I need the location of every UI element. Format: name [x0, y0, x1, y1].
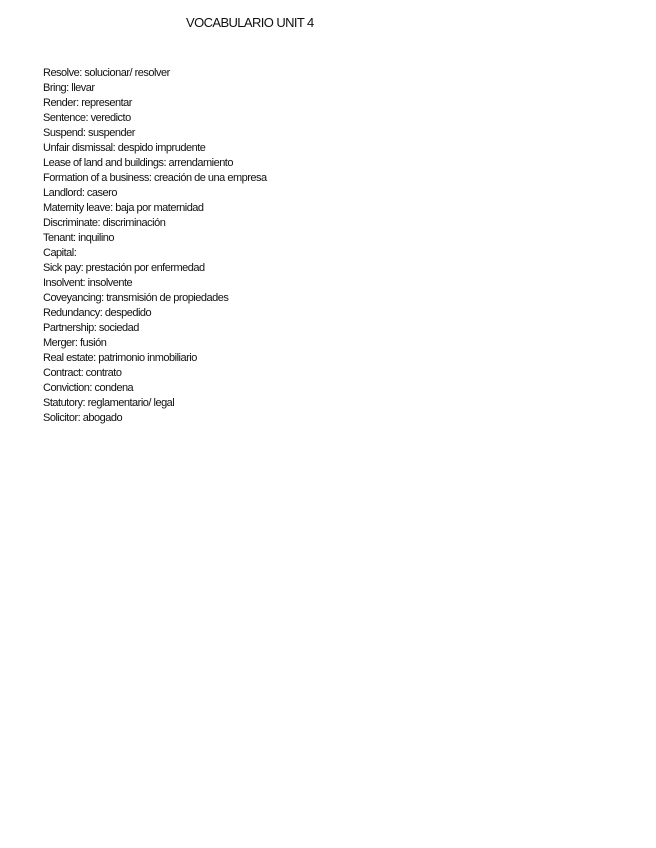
vocabulary-entry: Render: representar [43, 97, 132, 109]
vocabulary-entry: Maternity leave: baja por maternidad [43, 202, 204, 214]
vocabulary-entry: Redundancy: despedido [43, 307, 152, 319]
vocabulary-entry: Merger: fusión [43, 337, 107, 349]
vocabulary-entry: Discriminate: discriminación [43, 217, 166, 229]
vocabulary-entry: Contract: contrato [43, 367, 122, 379]
vocabulary-entry: Insolvent: insolvente [43, 277, 133, 289]
vocabulary-entry: Tenant: inquilino [43, 232, 115, 244]
vocabulary-entry: Sick pay: prestación por enfermedad [43, 262, 205, 274]
vocabulary-entry: Landlord: casero [43, 187, 117, 199]
vocabulary-entry: Unfair dismissal: despido imprudente [43, 142, 206, 154]
document-title: VOCABULARIO UNIT 4 [186, 15, 314, 30]
vocabulary-entry: Resolve: solucionar/ resolver [43, 67, 170, 79]
vocabulary-entry: Suspend: suspender [43, 127, 135, 139]
vocabulary-entry: Conviction: condena [43, 382, 134, 394]
vocabulary-entry: Capital: [43, 247, 77, 259]
vocabulary-entry: Formation of a business: creación de una empresa [43, 172, 267, 184]
vocabulary-entry: Sentence: veredicto [43, 112, 131, 124]
vocabulary-entry: Lease of land and buildings: arrendamiento [43, 157, 233, 169]
vocabulary-entry: Coveyancing: transmisión de propiedades [43, 292, 229, 304]
vocabulary-entry: Bring: llevar [43, 82, 95, 94]
vocabulary-entry: Partnership: sociedad [43, 322, 139, 334]
vocabulary-list [43, 66, 267, 426]
vocabulary-entry: Statutory: reglamentario/ legal [43, 397, 175, 409]
vocabulary-entry: Real estate: patrimonio inmobiliario [43, 352, 197, 364]
vocabulary-entry: Solicitor: abogado [43, 412, 123, 424]
